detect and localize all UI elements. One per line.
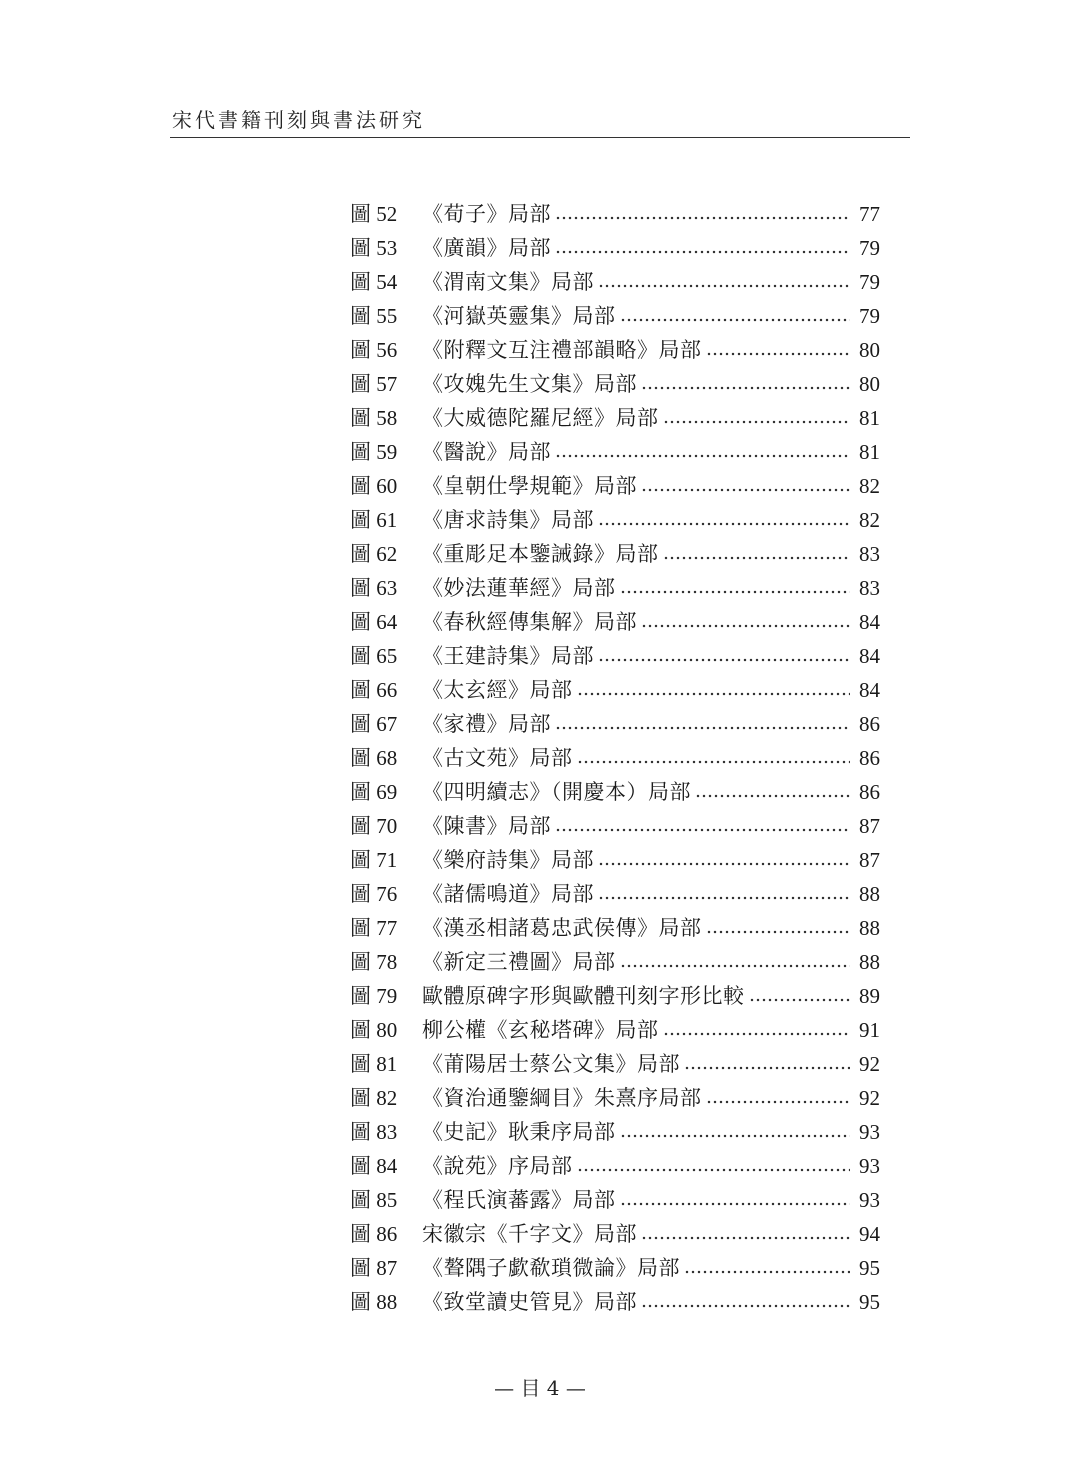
figure-list xyxy=(350,197,880,1319)
figure-title: 《荀子》局部 xyxy=(422,202,551,226)
dot-leader xyxy=(641,367,850,401)
figure-number: 圖 57 xyxy=(350,372,398,396)
toc-entry xyxy=(350,1251,880,1285)
dot-leader xyxy=(706,333,851,367)
page-number: 86 xyxy=(859,780,880,804)
figure-title: 《附釋文互注禮部韻略》局部 xyxy=(422,338,702,362)
dot-leader xyxy=(598,843,850,877)
dot-leader xyxy=(663,1013,851,1047)
figure-number: 圖 61 xyxy=(350,508,398,532)
page-number: 93 xyxy=(859,1154,880,1178)
dot-leader xyxy=(577,673,851,707)
figure-number: 圖 79 xyxy=(350,984,398,1008)
figure-title: 《致堂讀史管見》局部 xyxy=(422,1290,637,1314)
toc-entry xyxy=(350,707,880,741)
figure-title: 《史記》耿秉序局部 xyxy=(422,1120,616,1144)
figure-title: 《漢丞相諸葛忠武侯傳》局部 xyxy=(422,916,702,940)
dot-leader xyxy=(684,1047,850,1081)
dot-leader xyxy=(641,1217,850,1251)
page-number: 93 xyxy=(859,1120,880,1144)
toc-entry xyxy=(350,333,880,367)
dot-leader xyxy=(620,1115,851,1149)
figure-title: 柳公權《玄秘塔碑》局部 xyxy=(422,1018,659,1042)
toc-entry xyxy=(350,1183,880,1217)
figure-number: 圖 85 xyxy=(350,1188,398,1212)
figure-number: 圖 67 xyxy=(350,712,398,736)
page-number: 80 xyxy=(859,338,880,362)
page-number: 80 xyxy=(859,372,880,396)
page-number: 95 xyxy=(859,1256,880,1280)
toc-entry xyxy=(350,401,880,435)
dot-leader xyxy=(620,571,851,605)
figure-number: 圖 60 xyxy=(350,474,398,498)
toc-entry xyxy=(350,367,880,401)
page-number: 95 xyxy=(859,1290,880,1314)
page-number: 82 xyxy=(859,474,880,498)
toc-entry xyxy=(350,299,880,333)
figure-number: 圖 88 xyxy=(350,1290,398,1314)
figure-title: 《樂府詩集》局部 xyxy=(422,848,594,872)
figure-number: 圖 56 xyxy=(350,338,398,362)
dot-leader xyxy=(641,469,850,503)
figure-number: 圖 66 xyxy=(350,678,398,702)
dot-leader xyxy=(598,639,850,673)
dot-leader xyxy=(598,503,850,537)
figure-number: 圖 65 xyxy=(350,644,398,668)
page-number: 92 xyxy=(859,1052,880,1076)
page-number: 84 xyxy=(859,610,880,634)
toc-entry xyxy=(350,265,880,299)
figure-title: 《古文苑》局部 xyxy=(422,746,573,770)
figure-number: 圖 81 xyxy=(350,1052,398,1076)
figure-number: 圖 82 xyxy=(350,1086,398,1110)
toc-entry xyxy=(350,1081,880,1115)
page-number: 77 xyxy=(859,202,880,226)
figure-title: 《程氏演蕃露》局部 xyxy=(422,1188,616,1212)
figure-title: 《陳書》局部 xyxy=(422,814,551,838)
toc-entry xyxy=(350,537,880,571)
figure-number: 圖 87 xyxy=(350,1256,398,1280)
figure-title: 《諸儒鳴道》局部 xyxy=(422,882,594,906)
toc-entry xyxy=(350,843,880,877)
toc-entry xyxy=(350,741,880,775)
toc-entry xyxy=(350,809,880,843)
figure-number: 圖 55 xyxy=(350,304,398,328)
dot-leader xyxy=(663,401,851,435)
page-number: 81 xyxy=(859,440,880,464)
figure-title: 《唐求詩集》局部 xyxy=(422,508,594,532)
figure-number: 圖 52 xyxy=(350,202,398,226)
page-number: 91 xyxy=(859,1018,880,1042)
figure-title: 《河嶽英靈集》局部 xyxy=(422,304,616,328)
toc-entry xyxy=(350,877,880,911)
toc-entry xyxy=(350,673,880,707)
dot-leader xyxy=(641,1285,850,1319)
toc-entry xyxy=(350,945,880,979)
dot-leader xyxy=(706,911,851,945)
figure-title: 《廣韻》局部 xyxy=(422,236,551,260)
page-number: 79 xyxy=(859,304,880,328)
figure-title: 《新定三禮圖》局部 xyxy=(422,950,616,974)
figure-title: 《說苑》序局部 xyxy=(422,1154,573,1178)
dot-leader xyxy=(555,435,850,469)
figure-title: 《妙法蓮華經》局部 xyxy=(422,576,616,600)
page-number: 82 xyxy=(859,508,880,532)
dot-leader xyxy=(620,945,851,979)
page-number: 87 xyxy=(859,848,880,872)
figure-number: 圖 86 xyxy=(350,1222,398,1246)
toc-entry xyxy=(350,775,880,809)
figure-number: 圖 58 xyxy=(350,406,398,430)
toc-entry xyxy=(350,1013,880,1047)
toc-entry xyxy=(350,639,880,673)
toc-entry xyxy=(350,1115,880,1149)
dot-leader xyxy=(598,265,850,299)
page-number: 83 xyxy=(859,576,880,600)
toc-entry xyxy=(350,605,880,639)
page-number: 89 xyxy=(859,984,880,1008)
page-number: 92 xyxy=(859,1086,880,1110)
figure-title: 《家禮》局部 xyxy=(422,712,551,736)
dot-leader xyxy=(555,197,850,231)
figure-number: 圖 76 xyxy=(350,882,398,906)
dot-leader xyxy=(663,537,851,571)
dot-leader xyxy=(598,877,850,911)
page-number: 79 xyxy=(859,236,880,260)
toc-entry xyxy=(350,231,880,265)
figure-number: 圖 84 xyxy=(350,1154,398,1178)
toc-entry xyxy=(350,1149,880,1183)
toc-entry xyxy=(350,911,880,945)
figure-number: 圖 80 xyxy=(350,1018,398,1042)
dot-leader xyxy=(706,1081,851,1115)
figure-number: 圖 54 xyxy=(350,270,398,294)
figure-title: 《太玄經》局部 xyxy=(422,678,573,702)
page-number: 86 xyxy=(859,746,880,770)
toc-entry xyxy=(350,469,880,503)
figure-number: 圖 59 xyxy=(350,440,398,464)
figure-number: 圖 64 xyxy=(350,610,398,634)
toc-entry xyxy=(350,1047,880,1081)
figure-number: 圖 53 xyxy=(350,236,398,260)
running-header-title: 宋代書籍刊刻與書法研究 xyxy=(172,108,425,132)
page-number: 84 xyxy=(859,678,880,702)
dot-leader xyxy=(555,809,850,843)
figure-title: 《王建詩集》局部 xyxy=(422,644,594,668)
figure-title: 《攻媿先生文集》局部 xyxy=(422,372,637,396)
figure-number: 圖 78 xyxy=(350,950,398,974)
figure-title: 《莆陽居士蔡公文集》局部 xyxy=(422,1052,680,1076)
dot-leader xyxy=(695,775,850,809)
dot-leader xyxy=(620,299,851,333)
toc-entry xyxy=(350,197,880,231)
dot-leader xyxy=(684,1251,850,1285)
header-divider xyxy=(170,137,910,138)
figure-title: 《重彫足本鑒誡錄》局部 xyxy=(422,542,659,566)
figure-title: 《大威德陀羅尼經》局部 xyxy=(422,406,659,430)
figure-title: 《渭南文集》局部 xyxy=(422,270,594,294)
dot-leader xyxy=(620,1183,851,1217)
figure-title: 《資治通鑒綱目》朱熹序局部 xyxy=(422,1086,702,1110)
dot-leader xyxy=(555,707,850,741)
page-number: 79 xyxy=(859,270,880,294)
page-number: 87 xyxy=(859,814,880,838)
toc-entry xyxy=(350,435,880,469)
page-number: 88 xyxy=(859,882,880,906)
page-number: 86 xyxy=(859,712,880,736)
dot-leader xyxy=(555,231,850,265)
dot-leader xyxy=(641,605,850,639)
toc-entry xyxy=(350,571,880,605)
page-number: 93 xyxy=(859,1188,880,1212)
figure-number: 圖 62 xyxy=(350,542,398,566)
dot-leader xyxy=(749,979,851,1013)
page-number: 81 xyxy=(859,406,880,430)
toc-entry xyxy=(350,503,880,537)
dot-leader xyxy=(577,741,851,775)
toc-entry xyxy=(350,1217,880,1251)
figure-title: 《聱隅子歔欷瑣微論》局部 xyxy=(422,1256,680,1280)
page-number: 88 xyxy=(859,950,880,974)
figure-title: 《醫說》局部 xyxy=(422,440,551,464)
page-number: 83 xyxy=(859,542,880,566)
figure-number: 圖 69 xyxy=(350,780,398,804)
page-number-footer: — 目 4 — xyxy=(494,1376,586,1400)
toc-entry xyxy=(350,979,880,1013)
figure-number: 圖 68 xyxy=(350,746,398,770)
figure-title: 《皇朝仕學規範》局部 xyxy=(422,474,637,498)
page-number: 94 xyxy=(859,1222,880,1246)
figure-title: 《春秋經傳集解》局部 xyxy=(422,610,637,634)
figure-number: 圖 71 xyxy=(350,848,398,872)
figure-title: 歐體原碑字形與歐體刊刻字形比較 xyxy=(422,984,745,1008)
page-number: 88 xyxy=(859,916,880,940)
page-number: 84 xyxy=(859,644,880,668)
figure-number: 圖 83 xyxy=(350,1120,398,1144)
dot-leader xyxy=(577,1149,851,1183)
figure-title: 《四明續志》（開慶本）局部 xyxy=(422,780,691,804)
figure-number: 圖 77 xyxy=(350,916,398,940)
toc-entry xyxy=(350,1285,880,1319)
figure-number: 圖 63 xyxy=(350,576,398,600)
figure-number: 圖 70 xyxy=(350,814,398,838)
figure-title: 宋徽宗《千字文》局部 xyxy=(422,1222,637,1246)
